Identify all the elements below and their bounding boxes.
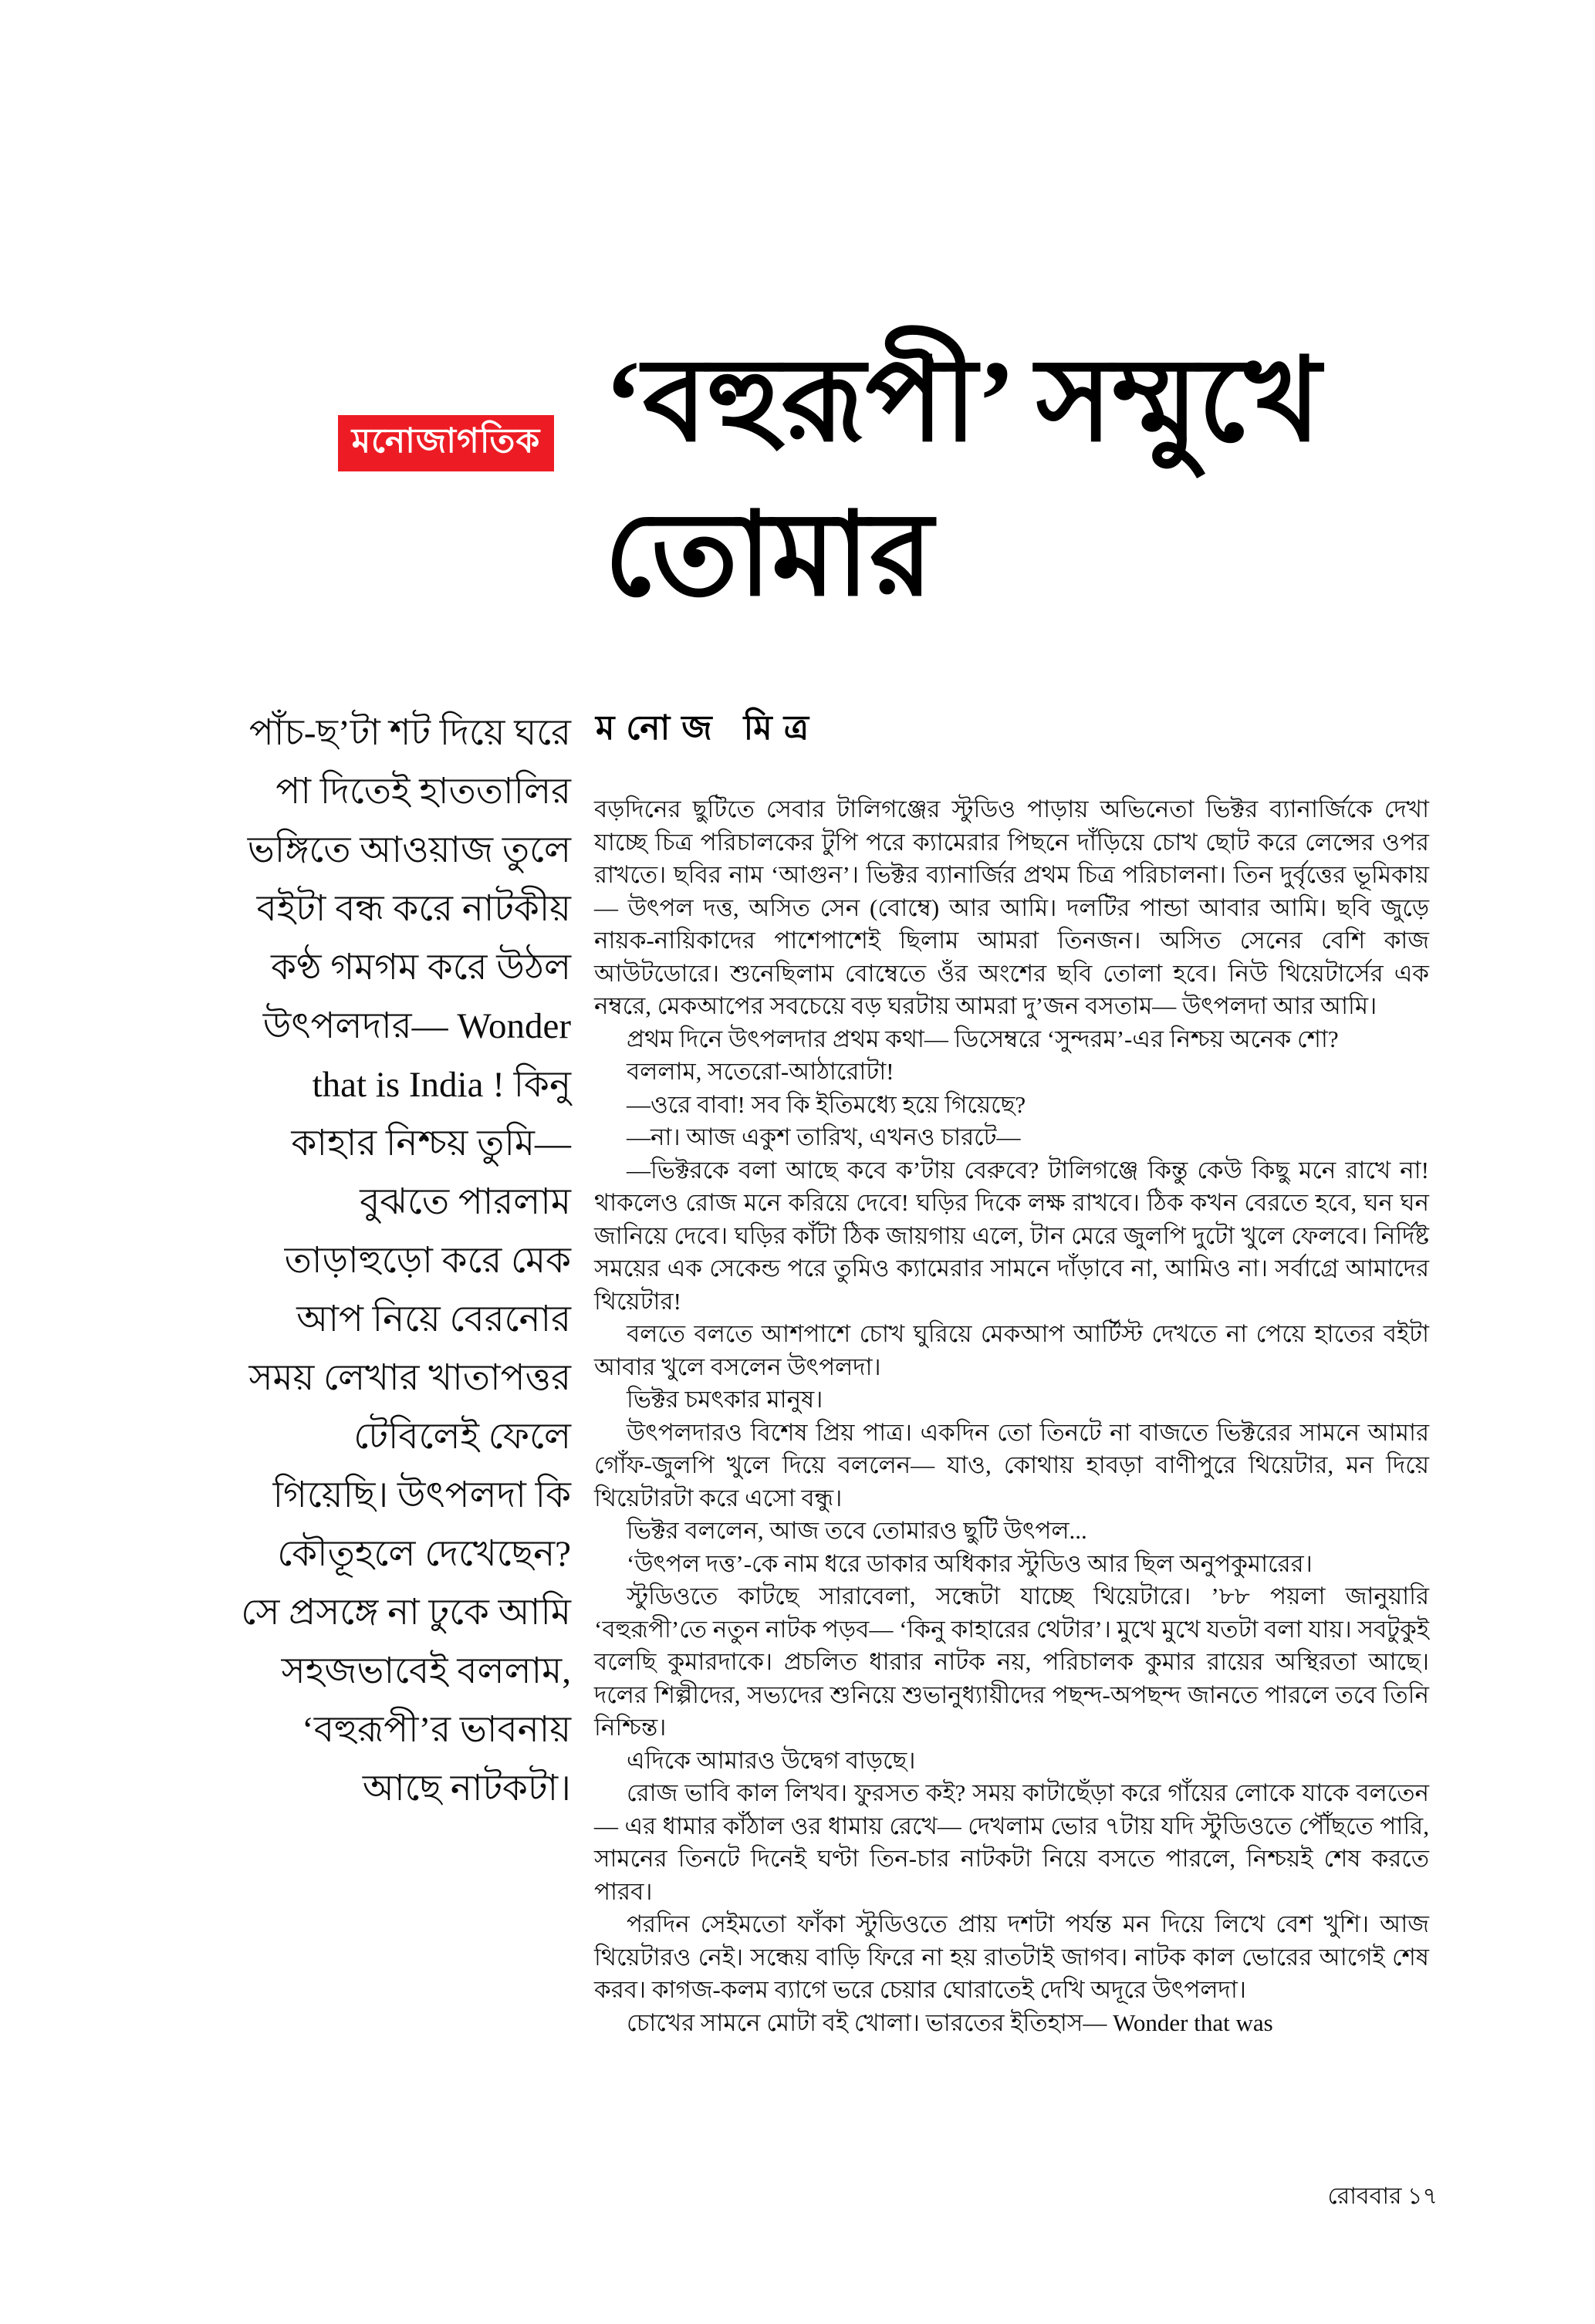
pull-quote-line: কণ্ঠ গমগম করে উঠল [271,948,571,988]
body-paragraph: —ওরে বাবা! সব কি ইতিমধ্যে হয়ে গিয়েছে? [627,1090,1026,1118]
pull-quote-line: সহজভাবেই বললাম, [281,1651,571,1691]
body-paragraph: বললাম, সতেরো-আঠারোটা! [627,1058,894,1085]
pull-quote-line: উৎপলদার— Wonder [262,1006,571,1046]
pull-quote-line: বুঝতে পারলাম [360,1182,571,1222]
pull-quote-line: বইটা বন্ধ করে নাটকীয় [256,889,571,929]
body-paragraph: পরদিন সেইমতো ফাঁকা স্টুডিওতে প্রায় দশটা পর্যন্ত মন দিয়ে লিখে বেশ খুশি। আজ থিয়েটারও নেই। সন্ধেয় বাড়ি ফিরে না হয় রাতটাই জাগব। নাটক কাল ভোরের আগেই শেষ করব। কাগজ-কলম ব্যাগে ভরে চেয়ার ঘোরাতেই দেখি অদূরে উৎপলদা। [594,1910,1429,2003]
pull-quote-line: পা দিতেই হাততালির [275,772,571,812]
pull-quote-line: কাহার নিশ্চয় তুমি— [291,1123,571,1164]
body-paragraph: বড়দিনের ছুটিতে সেবার টালিগঞ্জের স্টুডিও পাড়ায় অভিনেতা ভিক্টর ব্যানার্জিকে দেখা যাচ্ছে চিত্র পরিচালকের টুপি পরে ক্যামেরার পিছনে দাঁড়িয়ে চোখ ছোট করে লেন্সের ওপর রাখতে। ছবির নাম ‘আগুন’। ভিক্টর ব্যানার্জির প্রথম চিত্র পরিচালনা। তিন দুর্বৃত্তের ভূমিকায়— উৎপল দত্ত, অসিত সেন (বোম্বে) আর আমি। দলটির পান্ডা আবার আমি। ছবি জুড়ে নায়ক-নায়িকাদের পাশেপাশেই ছিলাম আমরা তিনজন। অসিত সেনের বেশি কাজ আউটডোরে। শুনেছিলাম বোম্বেতে ওঁর অংশের ছবি তোলা হবে। নিউ থিয়েটার্সের এক নম্বরে, মেকআপের সবচেয়ে বড় ঘরটায় আমরা দু’জন বসতাম— উৎপলদা আর আমি। [594,795,1429,1019]
body-paragraph: স্টুডিওতে কাটছে সারাবেলা, সন্ধেটা যাচ্ছে থিয়েটারে। ’৮৮ পয়লা জানুয়ারি ‘বহুরূপী’তে নতুন নাটক পড়ব— ‘কিনু কাহারের থেটার’। মুখে মুখে যতটা বলা যায়। সবটুকুই বলেছি কুমারদাকে। প্রচলিত ধারার নাটক নয়, পরিচালক কুমার রায়ের অস্থিরতা আছে। দলের শিল্পীদের, সভ্যদের শুনিয়ে শুভানুধ্যায়ীদের পছন্দ-অপছন্দ জানতে পারলে তবে তিনি নিশ্চিন্ত। [594,1583,1429,1741]
headline-line-1: ‘বহুরূপী’ সম্মুখে [604,337,1321,465]
pull-quote-line: পাঁচ-ছ’টা শট দিয়ে ঘরে [248,713,571,753]
body-paragraph: এদিকে আমারও উদ্বেগ বাড়ছে। [627,1746,916,1774]
pull-quote-line: আপ নিয়ে বেরনোর [296,1299,571,1339]
body-paragraph: ‘উৎপল দত্ত’-কে নাম ধরে ডাকার অধিকার স্টুডিও আর ছিল অনুপকুমারের। [627,1549,1313,1577]
section-kicker-badge: মনোজাগতিক [338,415,554,471]
pull-quote-line: ‘বহুরূপী’র ভাবনায় [302,1710,571,1750]
pull-quote-line: গিয়েছি। উৎপলদা কি [272,1475,571,1515]
article-headline [604,324,1321,633]
pull-quote-line: টেবিলেই ফেলে [353,1417,571,1457]
headline-line-2: তোমার [604,491,934,620]
body-paragraph: বলতে বলতে আশপাশে চোখ ঘুরিয়ে মেকআপ আর্টিস্ট দেখতে না পেয়ে হাতের বইটা আবার খুলে বসলেন উৎপলদা। [594,1320,1429,1380]
page-footer-folio: রোববার ১৭ [1327,2184,1438,2209]
article-body [594,793,1429,2039]
body-paragraph: ভিক্টর চমৎকার মানুষ। [627,1386,823,1413]
body-paragraph: —না। আজ একুশ তারিখ, এখনও চারটে— [627,1123,1021,1150]
body-paragraph: ভিক্টর বললেন, আজ তবে তোমারও ছুটি উৎপল... [627,1517,1087,1544]
author-byline: ম নো জ মি ত্র [596,709,811,747]
body-paragraph: রোজ ভাবি কাল লিখব। ফুরসত কই? সময় কাটাছেঁড়া করে গাঁয়ের লোকে যাকে বলতেন— এর ধামার কাঁঠাল ওর ধামায় রেখে— দেখলাম ভোর ৭টায় যদি স্টুডিওতে পৌঁছতে পারি, সামনের তিনটে দিনেই ঘণ্টা তিন-চার নাটকটা নিয়ে বসতে পারলে, নিশ্চয়ই শেষ করতে পারব। [594,1779,1429,1905]
body-paragraph: —ভিক্টরকে বলা আছে কবে ক’টায় বেরুবে? টালিগঞ্জে কিন্তু কেউ কিছু মনে রাখে না! থাকলেও রোজ মনে করিয়ে দেবে! ঘড়ির দিকে লক্ষ রাখবে। ঠিক কখন বেরতে হবে, ঘন ঘন জানিয়ে দেবে। ঘড়ির কাঁটা ঠিক জায়গায় এলে, টান মেরে জুলপি দুটো খুলে ফেলবে। নির্দিষ্ট সময়ের এক সেকেন্ড পরে তুমিও ক্যামেরার সামনে দাঁড়াবে না, আমিও না। সর্বাগ্রে আমাদের থিয়েটার! [594,1156,1429,1315]
pull-quote-line: সময় লেখার খাতাপত্তর [248,1358,571,1398]
pull-quote-line: সে প্রসঙ্গে না ঢুকে আমি [241,1593,571,1633]
pull-quote-line: ভঙ্গিতে আওয়াজ তুলে [247,830,571,870]
body-paragraph: উৎপলদারও বিশেষ প্রিয় পাত্র। একদিন তো তিনটে না বাজতে ভিক্টরের সামনে আমার গোঁফ-জুলপি খুলে দিয়ে বললেন— যাও, কোথায় হাবড়া বাণীপুরে থিয়েটার, মন দিয়ে থিয়েটারটা করে এসো বন্ধু। [594,1418,1429,1512]
pull-quote [114,704,571,1818]
pull-quote-line: that is India ! কিনু [312,1065,571,1105]
pull-quote-line: তাড়াহুড়ো করে মেক [284,1241,571,1281]
pull-quote-line: কৌতূহলে দেখেছেন? [277,1534,571,1574]
body-paragraph: চোখের সামনে মোটা বই খোলা। ভারতের ইতিহাস— Wonder that was [627,2008,1273,2036]
body-paragraph: প্রথম দিনে উৎপলদার প্রথম কথা— ডিসেম্বরে ‘সুন্দরম’-এর নিশ্চয় অনেক শো? [627,1025,1339,1052]
pull-quote-line: আছে নাটকটা। [362,1768,571,1809]
